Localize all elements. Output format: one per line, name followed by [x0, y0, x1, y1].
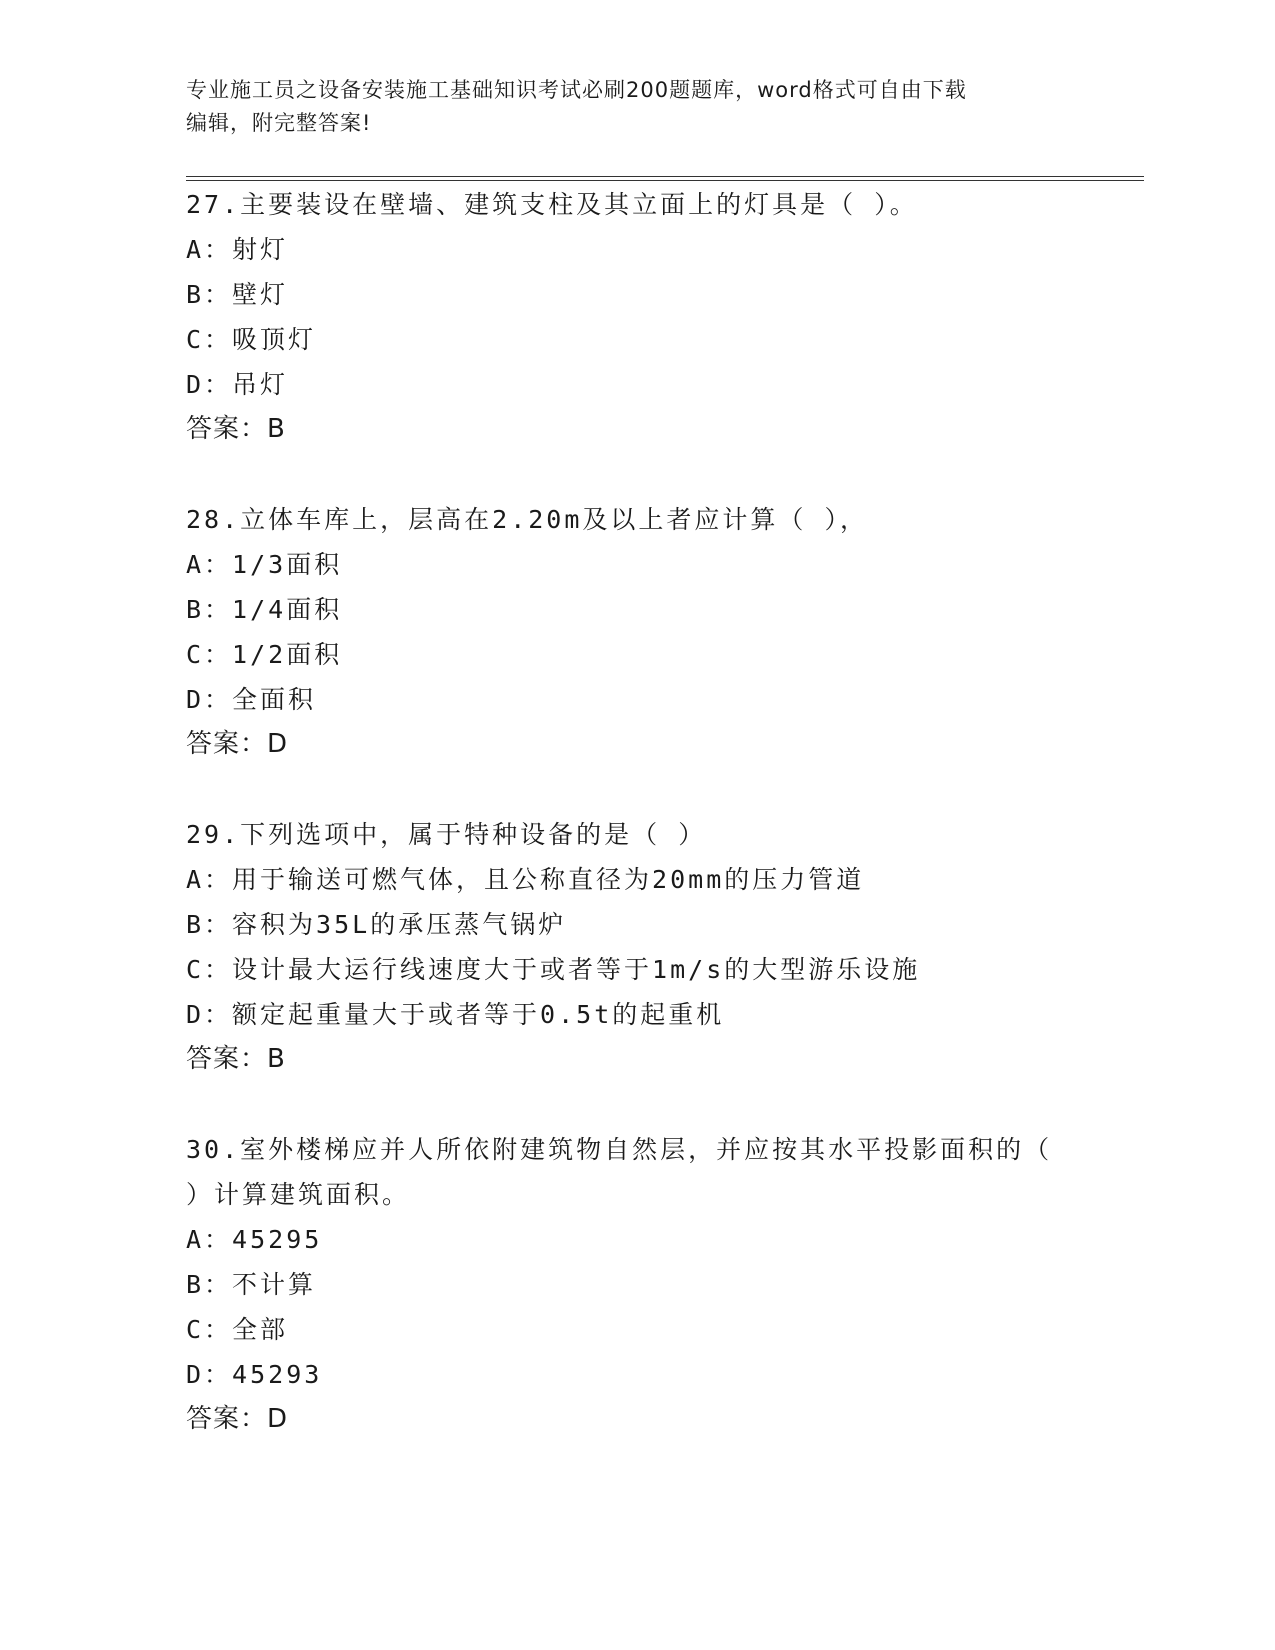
- option-d: D：全面积: [186, 685, 317, 714]
- option-a: A：1/3面积: [186, 550, 343, 579]
- option-c: C：吸顶灯: [186, 325, 317, 354]
- header-divider: [186, 176, 1144, 181]
- question-stem: 29.下列选项中，属于特种设备的是（ ）: [186, 820, 707, 849]
- question-30: [186, 1127, 1086, 1442]
- option-c: C：1/2面积: [186, 640, 343, 669]
- option-b: B：容积为35L的承压蒸气锅炉: [186, 910, 567, 939]
- question-stem: 27.主要装设在壁墙、建筑支柱及其立面上的灯具是（ ）。: [186, 190, 918, 219]
- option-b: B：壁灯: [186, 280, 289, 309]
- option-b: B：不计算: [186, 1270, 317, 1299]
- option-c: C：全部: [186, 1315, 289, 1344]
- option-a: A：用于输送可燃气体，且公称直径为20mm的压力管道: [186, 865, 865, 894]
- question-29: [186, 812, 1086, 1082]
- option-c: C：设计最大运行线速度大于或者等于1m/s的大型游乐设施: [186, 955, 921, 984]
- header-line-2: 编辑，附完整答案!: [186, 111, 372, 135]
- document-header: [186, 74, 1086, 140]
- question-27: [186, 182, 1086, 452]
- option-d: D：吊灯: [186, 370, 289, 399]
- option-b: B：1/4面积: [186, 595, 343, 624]
- header-line-1: 专业施工员之设备安装施工基础知识考试必刷200题题库，word格式可自由下载: [186, 78, 967, 102]
- question-stem: 28.立体车库上，层高在2.20m及以上者应计算（ ），: [186, 505, 868, 534]
- question-28: [186, 497, 1086, 767]
- answer: 答案：D: [186, 729, 289, 759]
- question-stem-line-2: ）计算建筑面积。: [186, 1180, 411, 1209]
- option-a: A：射灯: [186, 235, 289, 264]
- option-d: D：额定起重量大于或者等于0.5t的起重机: [186, 1000, 725, 1029]
- answer: 答案：D: [186, 1404, 289, 1434]
- answer: 答案：B: [186, 414, 286, 444]
- answer: 答案：B: [186, 1044, 286, 1074]
- option-d: D：45293: [186, 1360, 323, 1389]
- question-stem-line-1: 30.室外楼梯应并人所依附建筑物自然层，并应按其水平投影面积的（: [186, 1135, 1053, 1164]
- option-a: A：45295: [186, 1225, 323, 1254]
